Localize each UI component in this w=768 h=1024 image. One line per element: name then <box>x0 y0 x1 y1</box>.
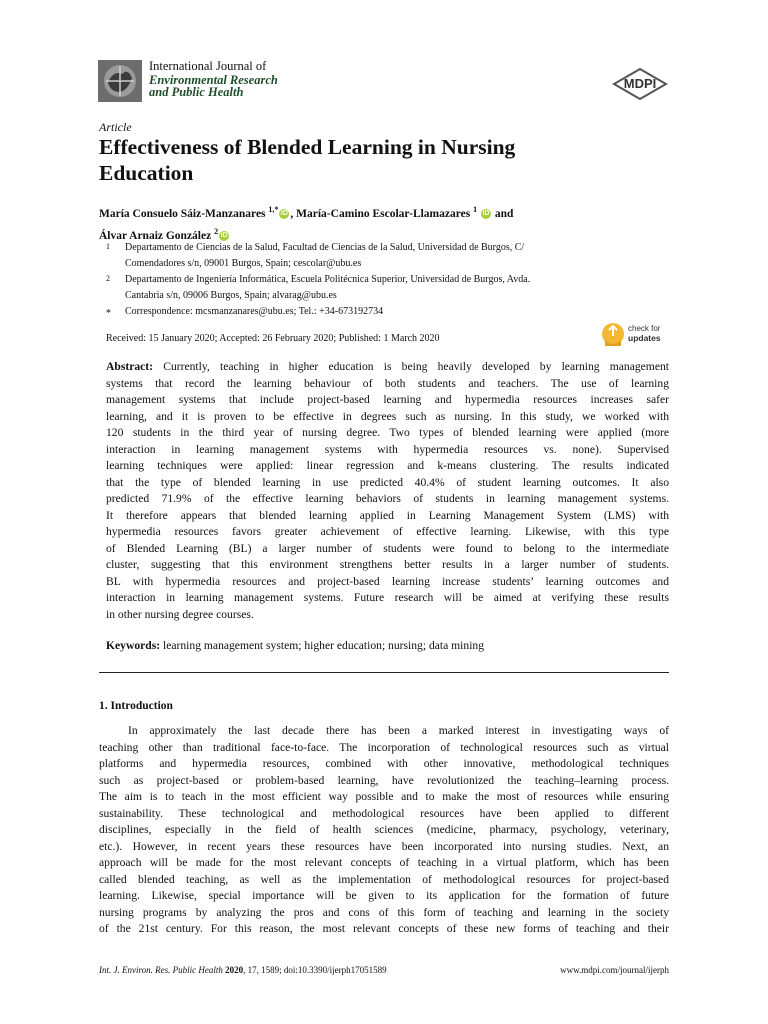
author-list <box>99 201 679 245</box>
body-line: such as project-based or problem-based learning, have revolutionized the teaching–learning process. <box>99 773 669 787</box>
footer-url-link[interactable]: www.mdpi.com/journal/ijerph <box>560 965 669 975</box>
page-title <box>99 134 515 186</box>
publication-dates: Received: 15 January 2020; Accepted: 26 February 2020; Published: 1 March 2020 <box>106 333 440 344</box>
abstract-line: that the type of blended learning in use predicted 40.4% of student learning outcomes. It also <box>106 475 669 489</box>
introduction-body <box>99 723 669 938</box>
affiliation-mark: 2 <box>106 274 110 283</box>
author-3[interactable]: Álvar Arnaiz González <box>99 229 212 242</box>
abstract-line: interaction in learning management systems with hypermedia resources vs. none). Supervised <box>106 442 669 456</box>
article-type: Article <box>99 120 132 134</box>
author-and: and <box>494 207 514 220</box>
author-separator: , <box>290 207 297 220</box>
body-line: etc.). However, in recent years these resources have been incorporated into nursing studies. Next, an <box>99 839 669 853</box>
section-heading: 1. Introduction <box>99 700 173 712</box>
footer-year: 2020 <box>225 965 244 975</box>
body-line: sustainability. These technological and methodological resources have been applied to different <box>99 806 669 820</box>
author-2[interactable]: María-Camino Escolar-Llamazares <box>296 207 471 220</box>
abstract-line: in other nursing degree courses. <box>106 607 254 621</box>
author-3-affiliation: 2 <box>214 226 219 236</box>
body-line: platforms and hypermedia resources, combined with other innovative, methodological techniques <box>99 757 669 770</box>
author-1[interactable]: María Consuelo Sáiz-Manzanares <box>99 207 266 220</box>
author-1-affiliation: 1,* <box>268 205 279 214</box>
abstract-line: learning techniques were applied: linear regression and k-means clustering. The results indicated <box>106 459 669 472</box>
body-line: disciplines, especially in the field of health sciences (medicine, pharmacy, psychology, veterinary, <box>99 823 669 836</box>
body-line: called blended teaching, as well as the implementation of methodological resources for project-based <box>99 872 669 886</box>
body-line: approach will be made for the most relevant concepts of teaching in a virtual platform, which has been <box>99 856 669 869</box>
section-divider <box>99 672 669 673</box>
abstract-line: management systems that include project-based learning and hypermedia resources increases safer <box>106 393 669 406</box>
title-line-1: Effectiveness of Blended Learning in Nursing <box>99 135 516 159</box>
journal-name-line3: and Public Health <box>149 85 244 99</box>
body-line: nursing programs by analyzing the pros and cons of this form of teaching and learning in the society <box>99 905 669 919</box>
check-updates-icon <box>601 322 625 348</box>
journal-logo <box>98 60 142 102</box>
affiliation-line: Correspondence: mcsmanzanares@ubu.es; Tel.: +34-673192734 <box>125 306 384 317</box>
affiliations <box>106 240 666 320</box>
body-line: In approximately the last decade there has been a marked interest in investigating ways of <box>128 724 669 737</box>
footer-doi: , 17, 1589; doi:10.3390/ijerph17051589 <box>243 965 387 975</box>
abstract-line: Abstract: Currently, teaching in higher education is being heavily developed by learning management <box>106 360 669 373</box>
check-updates-line1: check for <box>628 324 661 333</box>
check-for-updates-button[interactable] <box>601 322 671 348</box>
check-updates-line2: updates <box>628 333 661 343</box>
correspondence <box>106 304 666 320</box>
abstract-line: cluster, suggesting that this environment strengthens better results in a larger number of students. <box>106 558 669 571</box>
body-line: learning. Likewise, special importance will be given to its application for the formation of future <box>99 889 669 902</box>
abstract-line: interaction in learning management systems. Future research will be aimed at verifying these results <box>106 591 669 604</box>
orcid-icon[interactable]: iD <box>280 209 288 217</box>
title-line-2: Education <box>99 161 194 185</box>
affiliation-line: Departamento de Ciencias de la Salud, Facultad de Ciencias de la Salud, Universidad de Burgos, C/ <box>125 242 525 253</box>
keywords-label: Keywords: <box>106 639 161 652</box>
abstract-line: hypermedia resources favors greater achievement of effective learning. Likewise, with this type <box>106 525 669 538</box>
affiliation-1 <box>106 240 666 272</box>
affiliation-mark: 1 <box>106 242 110 251</box>
abstract-line: 120 students in the third year of nursing degree. Two types of blended learning were applied (more <box>106 426 669 439</box>
abstract-line: It therefore appears that blended learning applied in Learning Management System (LMS) with <box>106 508 669 522</box>
abstract-label: Abstract: <box>106 360 154 373</box>
abstract-line: learning, and it is proven to be effective in degrees such as nursing. In this study, we worked with <box>106 409 669 423</box>
footer-journal: Int. J. Environ. Res. Public Health <box>99 965 223 975</box>
abstract-line: systems that record the learning behaviour of both students and teachers. The use of learning <box>106 376 669 390</box>
affiliation-line: Comendadores s/n, 09001 Burgos, Spain; cescolar@ubu.es <box>125 258 362 269</box>
abstract-line: of Blended Learning (BL) a larger number of students were found to belong to the intermediate <box>106 541 669 555</box>
keywords <box>106 638 669 655</box>
body-line: of the 21st century. For this reason, the most relevant concepts of these new forms of teaching and their <box>99 922 669 935</box>
affiliation-mark: * <box>106 308 111 319</box>
footer-citation <box>99 965 387 975</box>
orcid-icon[interactable]: iD <box>482 209 490 217</box>
abstract-line: BL with hypermedia resources and project-based learning increase students’ learning outcomes and <box>106 574 669 588</box>
body-line: The aim is to teach in the most efficient way possible and to make the most of resources while ensuring <box>99 790 669 803</box>
mdpi-text: MDPI <box>623 76 657 91</box>
journal-name-line2: Environmental Research <box>149 73 278 87</box>
mdpi-logo <box>612 68 668 100</box>
abstract-line: predicted 71.9% of the effective learning behaviors of students in learning management systems. <box>106 492 669 505</box>
affiliation-line: Cantabria s/n, 09006 Burgos, Spain; alvarag@ubu.es <box>125 290 337 301</box>
affiliation-2 <box>106 272 666 304</box>
body-line: teaching other than traditional face-to-face. The incorporation of technological resources such as virtual <box>99 740 669 754</box>
abstract <box>106 359 669 623</box>
orcid-icon[interactable]: iD <box>220 231 228 239</box>
affiliation-line: Departamento de Ingeniería Informática, Escuela Politécnica Superior, Universidad de Burgos, Avda. <box>125 274 531 285</box>
journal-name-line1: International Journal of <box>149 59 267 73</box>
author-2-affiliation: 1 <box>473 205 478 214</box>
keywords-text: learning management system; higher education; nursing; data mining <box>163 639 485 652</box>
